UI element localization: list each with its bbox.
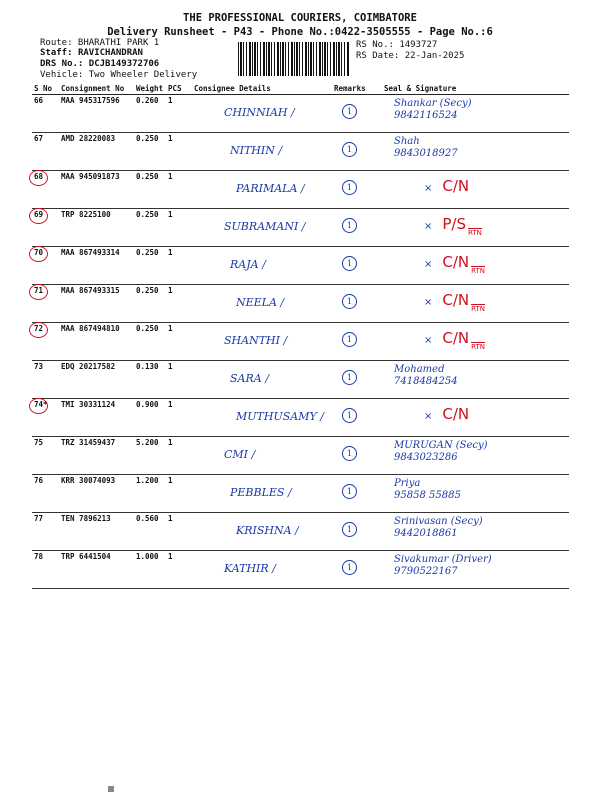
consignee-cell: NITHIN / [192,133,332,171]
consignee-name: CHINNIAH [224,106,288,119]
sno-value: 71 [34,286,44,295]
sno-value: 68 [34,172,44,181]
signature-cell [382,361,569,399]
consignee-cell: SARA / [192,361,332,399]
vehicle-text: Vehicle: Two Wheeler Delivery [40,70,198,80]
consignment-cell: MAA 867493315 [59,285,134,323]
delivery-table [32,82,569,589]
signature-phone: 9843023286 [394,452,458,463]
signature-return-mark: × C/N $_{RTN}$ [424,253,486,275]
sno-cell [32,437,59,475]
runsheet-title: Delivery Runsheet - P43 - Phone No.:0422-3505555 - Page No.:6 [107,26,493,38]
table-row [32,171,569,209]
staff-value: RAVICHANDRAN [77,48,143,58]
signature-phone: 9442018861 [394,528,458,539]
weight-cell: 0.900 [134,399,166,437]
signature-name: Mohamed [394,364,445,375]
remark-mark: 1 [342,446,357,461]
return-note: RTN [471,305,486,313]
consignee-cell: SHANTHI / [192,323,332,361]
sno-cell [32,513,59,551]
remark-mark: 1 [342,332,357,347]
table-row [32,133,569,171]
signature-cell [382,437,569,475]
sno-cell [32,171,59,209]
red-circle-mark [29,246,48,262]
remark-mark: 1 [342,522,357,537]
footer-mark [108,786,114,792]
signature-phone: 7418484254 [394,376,458,387]
signature [394,364,577,388]
consignee-cell: PARIMALA / [192,171,332,209]
signature-text: P/S [442,215,467,233]
sno-cell [32,133,59,171]
weight-cell: 0.250 [134,133,166,171]
remark-mark: 1 [342,408,357,423]
signature-text: C/N [442,329,470,347]
signature [394,478,577,502]
company-name: THE PROFESSIONAL COURIERS, COIMBATORE [183,12,417,24]
route-text: Route: BHARATHI PARK 1 [40,38,160,48]
weight-cell: 0.250 [134,323,166,361]
sno-cell [32,475,59,513]
table-body [32,95,569,589]
drs-label: DRS No.: [40,59,84,69]
signature-cell [382,399,569,437]
consignment-cell: TRP 6441504 [59,551,134,589]
table-row [32,399,569,437]
signature-text: C/N [442,177,470,195]
pcs-cell: 1 [166,399,192,437]
signature-name: Shankar (Secy) [394,98,472,109]
signature-name: MURUGAN (Secy) [394,440,488,451]
signature-return-mark: × P/S $_{RTN}$ [424,215,482,237]
consignee-cell: PEBBLES / [192,475,332,513]
consignee-name: KATHIR [224,562,269,575]
return-note: RTN [471,343,486,351]
weight-cell: 0.250 [134,285,166,323]
sno-value: 66 [34,96,44,105]
remark-mark: 1 [342,256,357,271]
pcs-cell: 1 [166,323,192,361]
col-sno: S No [32,82,59,95]
signature-return-mark: × C/N $_{RTN}$ [424,329,486,351]
sno-cell [32,323,59,361]
consignee-name: PARIMALA [236,182,298,195]
pcs-cell: 1 [166,133,192,171]
remark-mark: 1 [342,104,357,119]
staff-line [40,48,143,58]
red-circle-mark [29,208,48,224]
red-circle-mark [29,170,48,186]
consignment-cell: KRR 30074093 [59,475,134,513]
col-weight: Weight [134,82,166,95]
pcs-cell: 1 [166,171,192,209]
signature-return-mark: × C/N $_{RTN}$ [424,291,486,313]
signature-name: Srinivasan (Secy) [394,516,483,527]
signature-cell [382,285,569,323]
consignee-name: KRISHNA [236,524,292,537]
signature-cell [382,475,569,513]
signature [394,136,577,160]
weight-cell: 1.200 [134,475,166,513]
weight-cell: 0.130 [134,361,166,399]
remark-mark: 1 [342,560,357,575]
weight-cell: 0.250 [134,171,166,209]
consignee-cell: CHINNIAH / [192,95,332,133]
col-consignee: Consignee Details [192,82,332,95]
signature-phone: 9842116524 [394,110,458,121]
pcs-cell: 1 [166,95,192,133]
sno-value: 69 [34,210,44,219]
sno-value: 78 [34,552,44,561]
consignment-cell: EDQ 20217582 [59,361,134,399]
remark-mark: 1 [342,218,357,233]
consignee-name: SUBRAMANI [224,220,299,233]
table-row [32,95,569,133]
sno-cell [32,95,59,133]
signature-phone: 9790522167 [394,566,458,577]
col-pcs: PCS [166,82,192,95]
consignment-cell: MAA 867494810 [59,323,134,361]
signature-phone: 9843018927 [394,148,458,159]
signature-name: Sivakumar (Driver) [394,554,492,565]
col-consignment: Consignment No [59,82,134,95]
signature-cell [382,133,569,171]
table-row [32,513,569,551]
signature-return-mark: × C/N [424,177,470,195]
weight-cell: 0.560 [134,513,166,551]
sno-value: 77 [34,514,44,523]
consignment-cell: MAA 945091873 [59,171,134,209]
sno-value: 67 [34,134,44,143]
red-circle-mark [29,322,48,338]
table-header-row [32,82,569,95]
signature [394,98,577,122]
signature-cell [382,171,569,209]
signature [394,440,577,464]
consignee-name: CMI [224,448,249,461]
red-circle-mark [29,398,48,414]
sno-cell [32,551,59,589]
sno-cell [32,209,59,247]
sno-cell [32,399,59,437]
table-row [32,551,569,589]
table-row [32,475,569,513]
weight-cell: 5.200 [134,437,166,475]
consignment-cell: TMI 30331124 [59,399,134,437]
sno-value: 73 [34,362,44,371]
consignee-cell: RAJA / [192,247,332,285]
sno-value: 72 [34,324,44,333]
table-row [32,323,569,361]
consignee-cell: KATHIR / [192,551,332,589]
rs-number: RS No.: 1493727 [356,40,438,50]
signature-cell [382,513,569,551]
barcode [238,42,350,76]
pcs-cell: 1 [166,209,192,247]
table-row [32,361,569,399]
consignee-cell: CMI / [192,437,332,475]
consignee-name: NEELA [236,296,277,309]
signature-text: C/N [442,405,470,423]
consignment-cell: TRP 8225100 [59,209,134,247]
consignee-cell: KRISHNA / [192,513,332,551]
weight-cell: 0.250 [134,209,166,247]
signature [394,554,577,578]
return-note: RTN [468,229,482,237]
red-circle-mark [29,284,48,300]
sno-value: 70 [34,248,44,257]
pcs-cell: 1 [166,475,192,513]
signature-return-mark: × C/N [424,405,470,423]
pcs-cell: 1 [166,437,192,475]
sno-value: 76 [34,476,44,485]
sno-cell [32,247,59,285]
pcs-cell: 1 [166,513,192,551]
staff-label: Staff: [40,48,73,58]
sno-value: 75 [34,438,44,447]
col-signature: Seal & Signature [382,82,569,95]
pcs-cell: 1 [166,247,192,285]
signature-text: C/N [442,253,470,271]
table-row [32,437,569,475]
rs-date: RS Date: 22-Jan-2025 [356,51,465,61]
col-remarks: Remarks [332,82,382,95]
weight-cell: 0.260 [134,95,166,133]
consignee-name: SHANTHI [224,334,280,347]
remark-mark: 1 [342,142,357,157]
signature-name: Priya [394,478,421,489]
pcs-cell: 1 [166,551,192,589]
table-row [32,247,569,285]
pcs-cell: 1 [166,285,192,323]
remark-mark: 1 [342,180,357,195]
remark-mark: 1 [342,294,357,309]
consignee-name: NITHIN [230,144,275,157]
signature [394,516,577,540]
consignee-cell: NEELA / [192,285,332,323]
consignee-name: MUTHUSAMY [236,410,317,423]
signature-name: Shah [394,136,420,147]
table-row [32,285,569,323]
consignee-cell: MUTHUSAMY / [192,399,332,437]
signature-cell [382,247,569,285]
consignee-name: SARA [230,372,262,385]
signature-cell [382,551,569,589]
consignee-name: PEBBLES [230,486,285,499]
consignment-cell: MAA 945317596 [59,95,134,133]
consignee-cell: SUBRAMANI / [192,209,332,247]
remark-mark: 1 [342,484,357,499]
weight-cell: 1.000 [134,551,166,589]
table-row [32,209,569,247]
consignment-cell: TEN 7896213 [59,513,134,551]
weight-cell: 0.250 [134,247,166,285]
signature-cell [382,95,569,133]
consignment-cell: TRZ 31459437 [59,437,134,475]
sno-cell [32,285,59,323]
signature-cell [382,209,569,247]
drs-line [40,59,159,69]
remark-mark: 1 [342,370,357,385]
drs-value: DCJB149372706 [88,59,160,69]
return-note: RTN [471,267,486,275]
sno-cell [32,361,59,399]
signature-cell [382,323,569,361]
consignment-cell: MAA 867493314 [59,247,134,285]
consignment-cell: AMD 28220083 [59,133,134,171]
signature-text: C/N [442,291,470,309]
sno-value: 74* [34,400,48,409]
signature-phone: 95858 55885 [394,490,461,501]
consignee-name: RAJA [230,258,259,271]
pcs-cell: 1 [166,361,192,399]
